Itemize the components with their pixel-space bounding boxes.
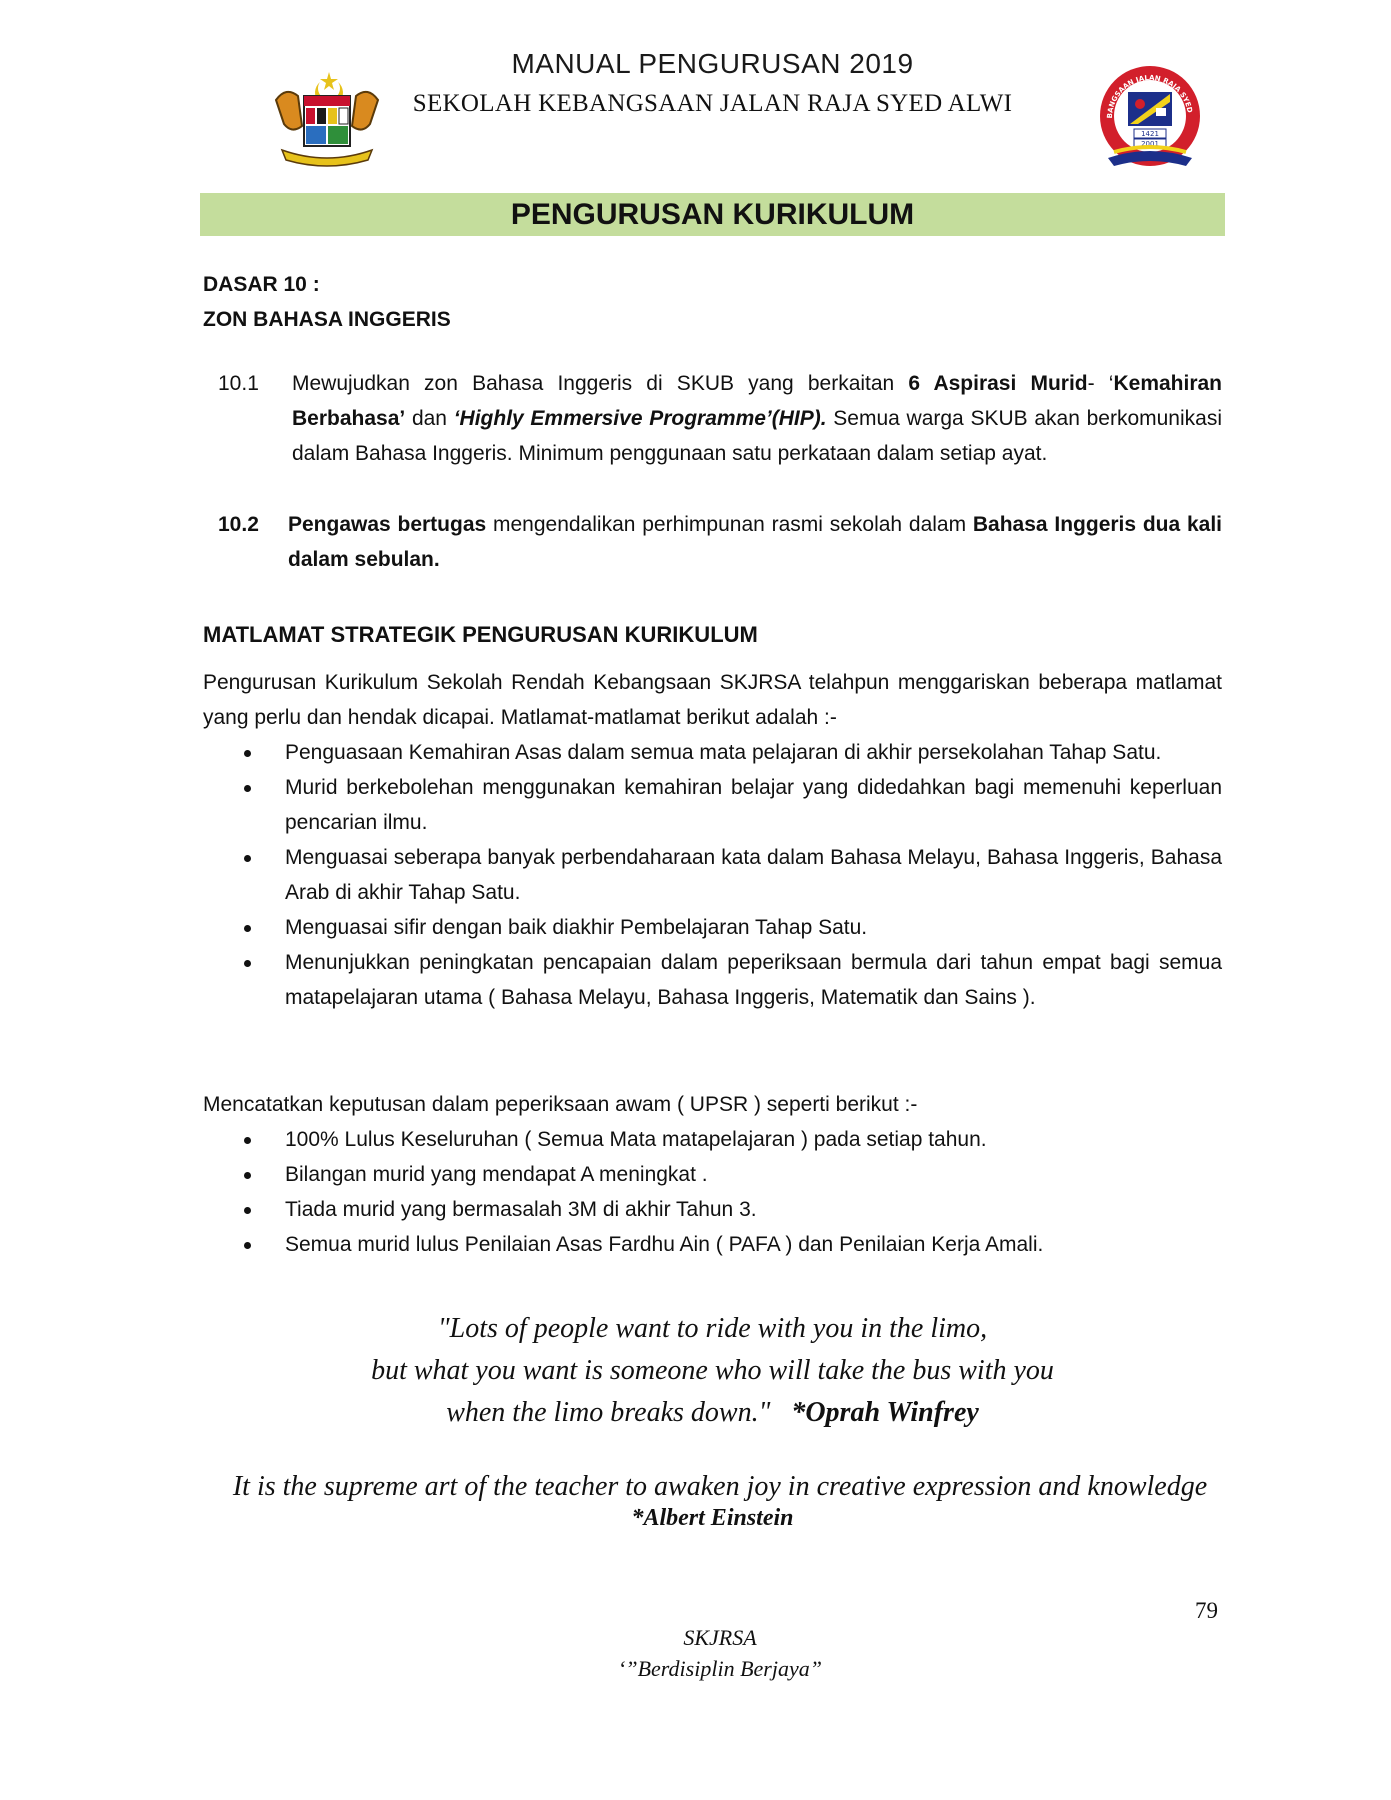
upsr-list [203, 1122, 1222, 1262]
matlamat-intro: Pengurusan Kurikulum Sekolah Rendah Kebangsaan SKJRSA telahpun menggariskan beberapa matlamat yang perlu dan hendak dicapai. Matlamat-matlamat berikut adalah :- [203, 671, 1222, 729]
dasar-heading: DASAR 10 : [203, 273, 320, 296]
school-name: SEKOLAH KEBANGSAAN JALAN RAJA SYED ALWI [412, 90, 1013, 117]
school-crest-logo [1094, 62, 1206, 170]
dasar-item-10-1: Mewujudkan zon Bahasa Inggeris di SKUB yang berkaitan 6 Aspirasi Murid- ‘Kemahiran Berbahasa’ dan ‘Highly Emmersive Programme’(HIP). Semua warga SKUB akan berkomunikasi dalam Bahasa Inggeris. Minimum penggunaan satu perkataan dalam setiap ayat. [292, 372, 1223, 465]
item-number: 10.1 [218, 372, 259, 395]
page-number: 79 [1195, 1598, 1218, 1623]
einstein-quote: It is the supreme art of the teacher to awaken joy in creative expression and knowledge [232, 1471, 1208, 1502]
quote-author: *Albert Einstein [631, 1505, 794, 1531]
upsr-intro: Mencatatkan keputusan dalam peperiksaan awam ( UPSR ) seperti berikut :- [203, 1093, 918, 1116]
footer-motto: ‘”Berdisiplin Berjaya” [618, 1656, 822, 1681]
malaysia-coat-of-arms-logo [268, 70, 386, 170]
oprah-quote [200, 1308, 1225, 1434]
crest-ring-text: BANGSAAN JALAN RAJA SYED [1105, 73, 1194, 119]
quote-line: "Lots of people want to ride with you in the limo, [437, 1313, 988, 1344]
dasar-item-10-2: Pengawas bertugas mengendalikan perhimpunan rasmi sekolah dalam Bahasa Inggeris dua kali dalam sebulan. [288, 513, 1222, 571]
matlamat-list [203, 735, 1222, 1015]
list-item: Semua murid lulus Penilaian Asas Fardhu Ain ( PAFA ) dan Penilaian Kerja Amali. [203, 1227, 1222, 1262]
quote-line: but what you want is someone who will take the bus with you [371, 1355, 1054, 1386]
crest-year: 2001 [1141, 140, 1159, 148]
list-item: 100% Lulus Keseluruhan ( Semua Mata matapelajaran ) pada setiap tahun. [203, 1122, 1222, 1157]
quote-line: when the limo breaks down." [446, 1397, 771, 1428]
matlamat-heading: MATLAMAT STRATEGIK PENGURUSAN KURIKULUM [203, 622, 758, 647]
item-number: 10.2 [218, 513, 259, 536]
quote-author: *Oprah Winfrey [791, 1397, 979, 1428]
list-item: Menguasai sifir dengan baik diakhir Pembelajaran Tahap Satu. [203, 910, 1222, 945]
footer-school-abbrev: SKJRSA [683, 1625, 757, 1650]
list-item: Menunjukkan peningkatan pencapaian dalam peperiksaan bermula dari tahun empat bagi semua matapelajaran utama ( Bahasa Melayu, Bahasa Inggeris, Matematik dan Sains ). [203, 945, 1222, 1015]
dasar-subheading: ZON BAHASA INGGERIS [203, 308, 451, 331]
list-item: Penguasaan Kemahiran Asas dalam semua mata pelajaran di akhir persekolahan Tahap Satu. [203, 735, 1222, 770]
manual-title: MANUAL PENGURUSAN 2019 [511, 48, 914, 79]
list-item: Tiada murid yang bermasalah 3M di akhir Tahun 3. [203, 1192, 1222, 1227]
list-item: Bilangan murid yang mendapat A meningkat . [203, 1157, 1222, 1192]
list-item: Menguasai seberapa banyak perbendaharaan kata dalam Bahasa Melayu, Bahasa Inggeris, Bahasa Arab di akhir Tahap Satu. [203, 840, 1222, 910]
list-item: Murid berkebolehan menggunakan kemahiran belajar yang didedahkan bagi memenuhi keperluan pencarian ilmu. [203, 770, 1222, 840]
crest-year-hijri: 1421 [1141, 130, 1159, 138]
section-banner: PENGURUSAN KURIKULUM [200, 193, 1225, 236]
